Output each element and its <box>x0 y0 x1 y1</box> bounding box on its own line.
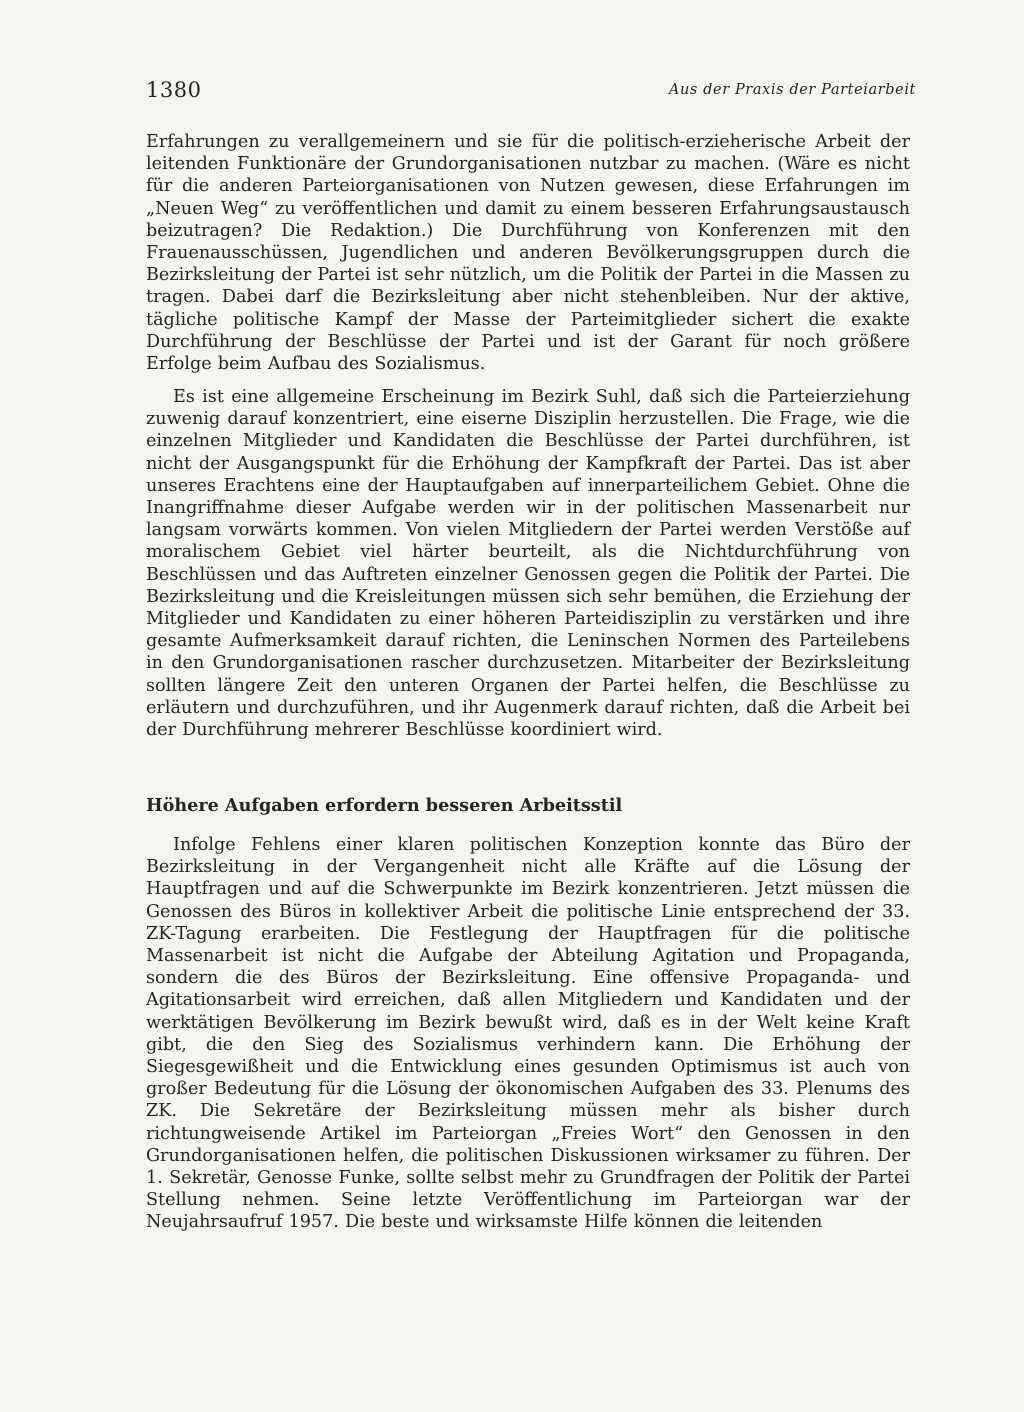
paragraph-2: Es ist eine allgemeine Erscheinung im Bezirk Suhl, daß sich die Parteierziehung zuwenig darauf konzentriert, eine eiserne Disziplin herzustellen. Die Frage, wie die einzelnen Mitglieder und Kandidaten die Beschlüsse der Partei durchführen, ist nicht der Ausgangspunkt für die Erhöhung der Kampfkraft der Partei. Das ist aber unseres Erachtens eine der Hauptaufgaben auf innerparteilichem Gebiet. Ohne die Inangriffnahme dieser Aufgabe werden wir in der politischen Massenarbeit nur langsam vorwärts kommen. Von vielen Mitgliedern der Partei werden Verstöße auf moralischem Gebiet viel härter beurteilt, als die Nichtdurchführung von Beschlüssen und das Auftreten einzelner Genossen gegen die Politik der Partei. Die Bezirksleitung und die Kreisleitungen müssen sich sehr bemühen, die Erziehung der Mitglieder und Kandidaten zu einer höheren Parteidisziplin zu verstärken und ihre gesamte Aufmerksamkeit darauf richten, die Leninschen Normen des Parteilebens in den Grundorganisationen rascher durchzusetzen. Mitarbeiter der Bezirksleitung sollten längere Zeit den unteren Organen der Partei helfen, die Beschlüsse zu erläutern und durchzuführen, und ihr Augenmerk darauf richten, daß die Arbeit bei der Durchführung mehrerer Beschlüsse koordiniert wird. <box>146 387 910 741</box>
section-heading: Höhere Aufgaben erfordern besseren Arbeitsstil <box>146 795 623 816</box>
page-number: 1380 <box>146 78 202 102</box>
paragraph-3: Infolge Fehlens einer klaren politischen Konzeption konnte das Büro der Bezirksleitung in der Vergangenheit nicht alle Kräfte auf die Lösung der Hauptfragen und auf die Schwerpunkte im Bezirk konzentrieren. Jetzt müssen die Genossen des Büros in kollektiver Arbeit die politische Linie entsprechend der 33. ZK-Tagung erarbeiten. Die Festlegung der Hauptfragen für die politische Massenarbeit ist nicht die Aufgabe der Abteilung Agitation und Propaganda, sondern die des Büros der Bezirksleitung. Eine offensive Propaganda- und Agitationsarbeit wird erreichen, daß allen Mitgliedern und Kandidaten und der werktätigen Bevölkerung im Bezirk bewußt wird, daß es in der Welt keine Kraft gibt, die den Sieg des Sozialismus verhindern kann. Die Erhöhung der Siegesgewißheit und die Entwicklung eines gesunden Optimismus ist auch von großer Bedeutung für die Lösung der ökonomischen Aufgaben des 33. Plenums des ZK. Die Sekretäre der Bezirksleitung müssen mehr als bisher durch richtungweisende Artikel im Parteiorgan „Freies Wort“ den Genossen in den Grundorganisationen helfen, die politischen Diskussionen wirksamer zu führen. Der 1. Sekretär, Genosse Funke, sollte selbst mehr zu Grundfragen der Politik der Partei Stellung nehmen. Seine letzte Veröffentlichung im Parteiorgan war der Neujahrsaufruf 1957. Die beste und wirksamste Hilfe können die leitenden <box>146 835 910 1233</box>
running-title: Aus der Praxis der Parteiarbeit <box>668 82 916 98</box>
paragraph-1: Erfahrungen zu verallgemeinern und sie für die politisch-erzieherische Arbeit der leitenden Funktionäre der Grundorganisationen nutzbar zu machen. (Wäre es nicht für die anderen Parteiorganisationen von Nutzen gewesen, diese Erfahrungen im „Neuen Weg“ zu veröffentlichen und damit zu einem besseren Erfahrungsaustausch beizutragen? Die Redaktion.) Die Durchführung von Konferenzen mit den Frauenausschüssen, Jugendlichen und anderen Bevölkerungsgruppen durch die Bezirksleitung der Partei ist sehr nützlich, um die Politik der Partei in die Massen zu tragen. Dabei darf die Bezirksleitung aber nicht stehenbleiben. Nur der aktive, tägliche politische Kampf der Masse der Parteimitglieder sichert die exakte Durchführung der Beschlüsse der Partei und ist der Garant für noch größere Erfolge beim Aufbau des Sozialismus. <box>146 132 910 375</box>
